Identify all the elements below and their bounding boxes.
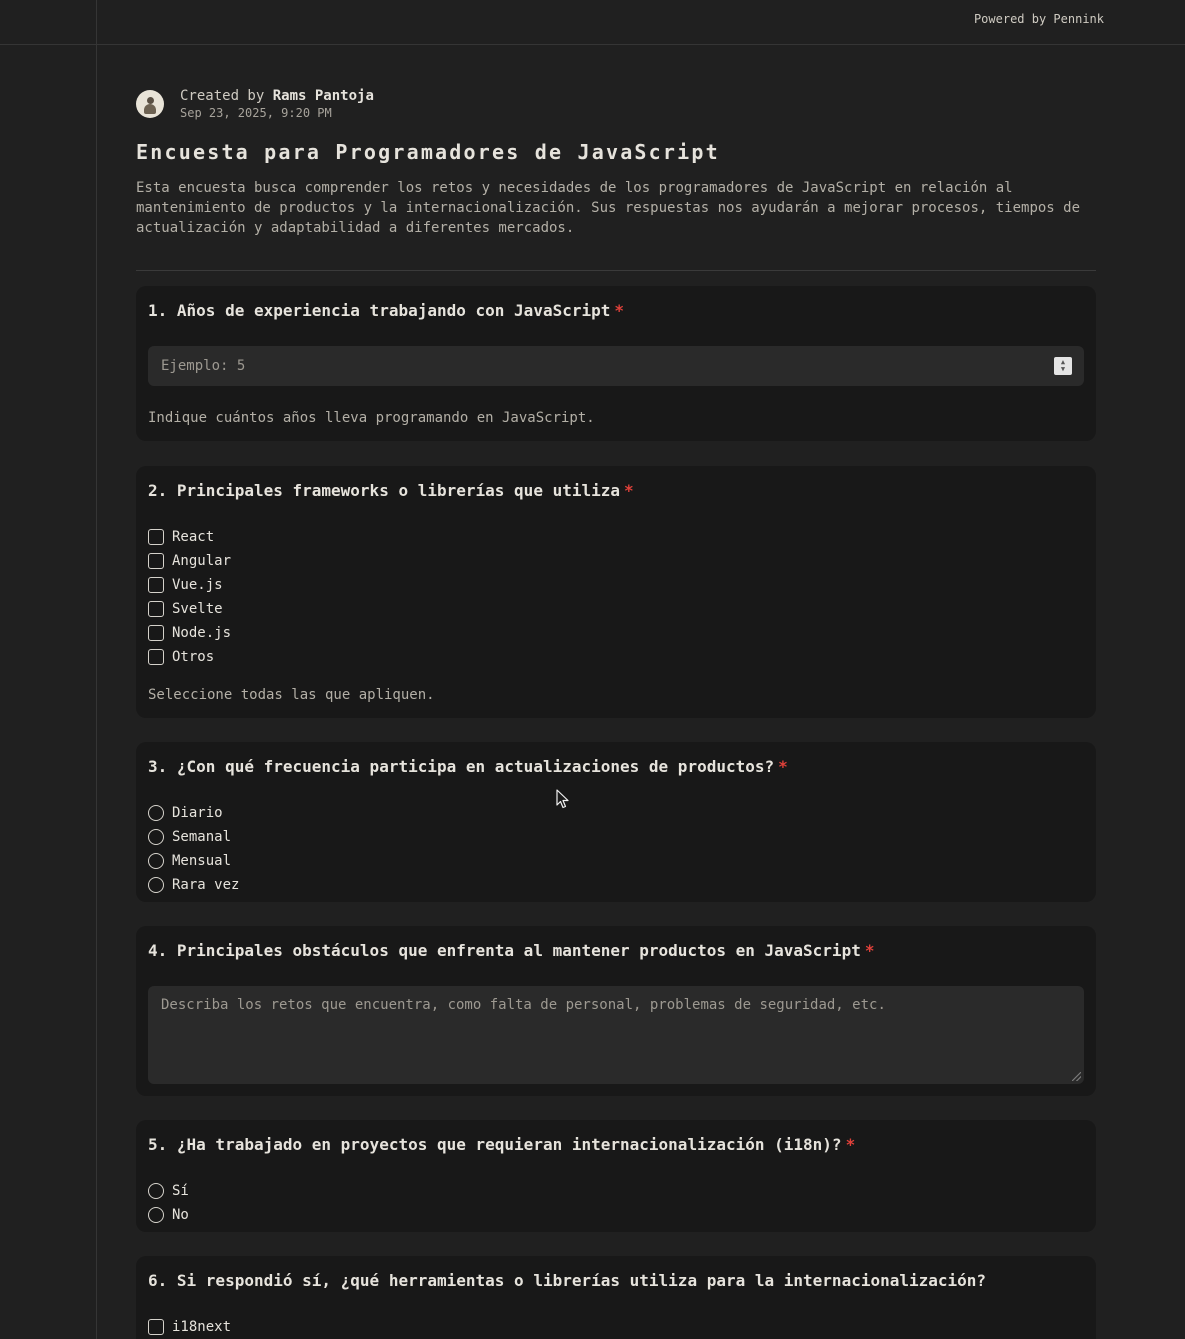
sidebar-rail — [96, 0, 97, 1339]
radio[interactable] — [148, 829, 164, 845]
required-mark: * — [624, 481, 634, 500]
question-title: 5. ¿Ha trabajado en proyectos que requieran internacionalización (i18n)? * — [148, 1135, 856, 1154]
number-spinner[interactable]: ▲ ▼ — [1054, 357, 1072, 375]
question-card-2 — [136, 466, 1096, 718]
survey-description: Esta encuesta busca comprender los retos y necesidades de los programadores de JavaScript en relación al mantenimiento de productos y la internacionalización. Sus respuestas nos ayudarán a mejorar procesos, tiempos de actualización y adaptabilidad a diferentes mercados. — [136, 180, 1081, 236]
obstacles-textarea[interactable] — [148, 986, 1084, 1084]
question-title: 4. Principales obstáculos que enfrenta al mantener productos en JavaScript * — [148, 941, 875, 960]
checkbox[interactable] — [148, 601, 164, 617]
survey-main — [136, 88, 1096, 271]
checkbox-group — [148, 1315, 1084, 1339]
creator-info — [136, 88, 1096, 120]
creator-name: Rams Pantoja — [272, 88, 374, 104]
input-placeholder: Ejemplo: 5 — [161, 358, 246, 374]
textarea-placeholder: Describa los retos que encuentra, como falta de personal, problemas de seguridad, etc. — [161, 997, 886, 1013]
question-card-6 — [136, 1256, 1096, 1339]
question-title: 2. Principales frameworks o librerías que utiliza * — [148, 481, 634, 500]
avatar — [136, 90, 164, 118]
checkbox[interactable] — [148, 529, 164, 545]
radio[interactable] — [148, 1183, 164, 1199]
option-vue[interactable]: Vue.js — [148, 573, 1084, 597]
required-mark: * — [614, 301, 625, 320]
option-i18next[interactable]: i18next — [148, 1315, 1084, 1339]
radio[interactable] — [148, 877, 164, 893]
required-mark: * — [864, 941, 875, 960]
option-angular[interactable]: Angular — [148, 549, 1084, 573]
required-mark: * — [778, 757, 788, 776]
question-title: 6. Si respondió sí, ¿qué herramientas o librerías utiliza para la internacionalización? — [148, 1271, 987, 1290]
required-mark: * — [845, 1135, 856, 1154]
mouse-cursor-icon — [556, 789, 570, 809]
option-si[interactable]: Sí — [148, 1179, 1084, 1203]
checkbox[interactable] — [148, 1319, 164, 1335]
creator-prefix: Created by — [180, 88, 265, 104]
page-title: Encuesta para Programadores de JavaScript — [136, 140, 720, 164]
question-card-4 — [136, 926, 1096, 1096]
checkbox[interactable] — [148, 577, 164, 593]
creator-line — [180, 88, 374, 104]
help-text: Seleccione todas las que apliquen. — [148, 687, 435, 703]
option-mensual[interactable]: Mensual — [148, 849, 1084, 873]
option-otros[interactable]: Otros — [148, 645, 1084, 669]
checkbox[interactable] — [148, 625, 164, 641]
radio[interactable] — [148, 805, 164, 821]
option-no[interactable]: No — [148, 1203, 1084, 1227]
option-diario[interactable]: Diario — [148, 801, 1084, 825]
created-date: Sep 23, 2025, 9:20 PM — [180, 106, 332, 120]
question-card-1 — [136, 286, 1096, 441]
resize-handle[interactable] — [1072, 1072, 1081, 1081]
checkbox[interactable] — [148, 553, 164, 569]
option-node[interactable]: Node.js — [148, 621, 1084, 645]
question-card-3 — [136, 742, 1096, 902]
radio[interactable] — [148, 1207, 164, 1223]
option-svelte[interactable]: Svelte — [148, 597, 1084, 621]
years-experience-input[interactable] — [148, 346, 1084, 386]
top-bar — [0, 0, 1185, 45]
radio-group — [148, 1179, 1084, 1227]
powered-by-link[interactable]: Powered by Pennink — [973, 12, 1104, 26]
question-title: 1. Años de experiencia trabajando con JavaScript * — [148, 301, 625, 320]
question-card-5 — [136, 1120, 1096, 1232]
divider — [136, 270, 1096, 271]
option-semanal[interactable]: Semanal — [148, 825, 1084, 849]
option-rara-vez[interactable]: Rara vez — [148, 873, 1084, 897]
checkbox[interactable] — [148, 649, 164, 665]
radio-group — [148, 801, 1084, 897]
question-title: 3. ¿Con qué frecuencia participa en actualizaciones de productos? * — [148, 757, 788, 776]
radio[interactable] — [148, 853, 164, 869]
help-text: Indique cuántos años lleva programando en JavaScript. — [148, 410, 595, 426]
option-react[interactable]: React — [148, 525, 1084, 549]
checkbox-group — [148, 525, 1084, 669]
